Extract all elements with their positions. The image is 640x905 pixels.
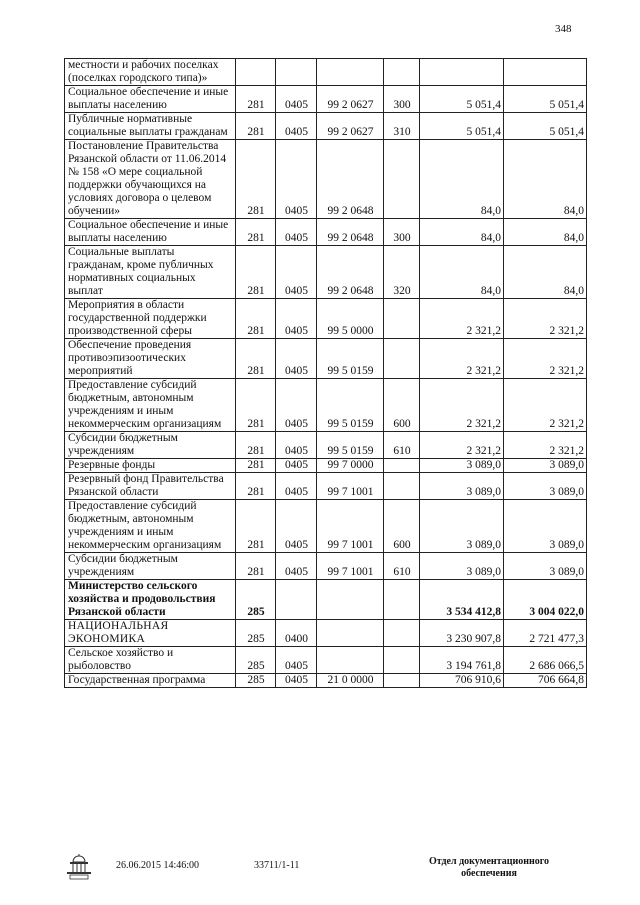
row-expense-type: 320 bbox=[384, 246, 420, 299]
table-row bbox=[65, 339, 587, 379]
row-target-article: 99 7 1001 bbox=[317, 500, 384, 553]
row-ministry-code: 281 bbox=[236, 473, 276, 500]
row-name: Резервный фонд Правительства Рязанской области bbox=[65, 473, 236, 500]
footer-department: Отдел документационного обеспечения bbox=[428, 856, 550, 879]
row-expense-type bbox=[384, 59, 420, 86]
row-section-code: 0405 bbox=[276, 299, 317, 339]
table-row bbox=[65, 86, 587, 113]
row-target-article bbox=[317, 620, 384, 647]
row-amount-year-2: 5 051,4 bbox=[504, 113, 587, 140]
row-expense-type: 600 bbox=[384, 379, 420, 432]
row-target-article bbox=[317, 580, 384, 620]
row-amount-year-1: 5 051,4 bbox=[420, 113, 504, 140]
table-row bbox=[65, 140, 587, 219]
row-ministry-code: 281 bbox=[236, 500, 276, 553]
row-target-article: 99 2 0648 bbox=[317, 140, 384, 219]
row-section-code: 0405 bbox=[276, 674, 317, 688]
row-name: Государственная программа bbox=[65, 674, 236, 688]
row-amount-year-2: 3 089,0 bbox=[504, 553, 587, 580]
table-row bbox=[65, 432, 587, 459]
table-row bbox=[65, 500, 587, 553]
row-target-article bbox=[317, 59, 384, 86]
row-expense-type bbox=[384, 299, 420, 339]
row-expense-type: 310 bbox=[384, 113, 420, 140]
row-target-article: 99 7 1001 bbox=[317, 553, 384, 580]
row-name: Социальные выплаты гражданам, кроме публичных нормативных социальных выплат bbox=[65, 246, 236, 299]
row-name: Субсидии бюджетным учреждениям bbox=[65, 432, 236, 459]
page-footer bbox=[0, 852, 640, 902]
row-ministry-code: 281 bbox=[236, 219, 276, 246]
row-amount-year-2: 3 089,0 bbox=[504, 500, 587, 553]
row-ministry-code: 281 bbox=[236, 140, 276, 219]
row-section-code: 0405 bbox=[276, 500, 317, 553]
row-target-article: 21 0 0000 bbox=[317, 674, 384, 688]
row-amount-year-2: 2 321,2 bbox=[504, 379, 587, 432]
footer-doc-number: 33711/1-11 bbox=[254, 860, 300, 871]
row-ministry-code: 281 bbox=[236, 299, 276, 339]
row-section-code bbox=[276, 59, 317, 86]
row-amount-year-1: 2 321,2 bbox=[420, 432, 504, 459]
table-row bbox=[65, 620, 587, 647]
row-expense-type: 300 bbox=[384, 86, 420, 113]
row-name: Обеспечение проведения противоэпизоотических мероприятий bbox=[65, 339, 236, 379]
row-target-article: 99 7 1001 bbox=[317, 473, 384, 500]
row-expense-type: 610 bbox=[384, 553, 420, 580]
row-expense-type bbox=[384, 674, 420, 688]
row-name: НАЦИОНАЛЬНАЯ ЭКОНОМИКА bbox=[65, 620, 236, 647]
row-section-code: 0405 bbox=[276, 432, 317, 459]
page-number: 348 bbox=[555, 23, 572, 35]
row-ministry-code: 285 bbox=[236, 647, 276, 674]
row-section-code: 0405 bbox=[276, 219, 317, 246]
row-amount-year-2: 3 004 022,0 bbox=[504, 580, 587, 620]
row-name: Резервные фонды bbox=[65, 459, 236, 473]
table-row bbox=[65, 219, 587, 246]
row-section-code: 0400 bbox=[276, 620, 317, 647]
row-section-code: 0405 bbox=[276, 246, 317, 299]
row-section-code: 0405 bbox=[276, 459, 317, 473]
duma-building-icon bbox=[64, 854, 94, 880]
row-amount-year-2: 2 721 477,3 bbox=[504, 620, 587, 647]
row-amount-year-2: 5 051,4 bbox=[504, 86, 587, 113]
row-amount-year-2: 84,0 bbox=[504, 140, 587, 219]
row-name: Постановление Правительства Рязанской области от 11.06.2014 № 158 «О мере социальной поддержки обучающихся на условиях договора о целевом обучении» bbox=[65, 140, 236, 219]
row-target-article: 99 2 0648 bbox=[317, 219, 384, 246]
row-target-article: 99 5 0159 bbox=[317, 339, 384, 379]
row-expense-type bbox=[384, 580, 420, 620]
row-amount-year-2: 2 321,2 bbox=[504, 299, 587, 339]
row-ministry-code: 281 bbox=[236, 379, 276, 432]
row-target-article: 99 2 0648 bbox=[317, 246, 384, 299]
row-amount-year-1: 84,0 bbox=[420, 246, 504, 299]
row-amount-year-1: 84,0 bbox=[420, 140, 504, 219]
row-amount-year-1: 3 230 907,8 bbox=[420, 620, 504, 647]
row-amount-year-2: 84,0 bbox=[504, 219, 587, 246]
row-section-code: 0405 bbox=[276, 553, 317, 580]
row-name: Социальное обеспечение и иные выплаты населению bbox=[65, 219, 236, 246]
row-ministry-code: 285 bbox=[236, 674, 276, 688]
row-amount-year-1: 2 321,2 bbox=[420, 379, 504, 432]
table-row bbox=[65, 647, 587, 674]
row-expense-type: 610 bbox=[384, 432, 420, 459]
table-row bbox=[65, 113, 587, 140]
footer-datetime: 26.06.2015 14:46:00 bbox=[116, 860, 200, 871]
row-expense-type bbox=[384, 620, 420, 647]
row-amount-year-1: 5 051,4 bbox=[420, 86, 504, 113]
table-row bbox=[65, 59, 587, 86]
row-section-code: 0405 bbox=[276, 647, 317, 674]
row-expense-type: 300 bbox=[384, 219, 420, 246]
row-ministry-code: 281 bbox=[236, 246, 276, 299]
table-row bbox=[65, 246, 587, 299]
row-amount-year-1: 3 089,0 bbox=[420, 459, 504, 473]
row-amount-year-1: 2 321,2 bbox=[420, 339, 504, 379]
row-amount-year-2: 706 664,8 bbox=[504, 674, 587, 688]
row-expense-type bbox=[384, 140, 420, 219]
row-amount-year-1: 2 321,2 bbox=[420, 299, 504, 339]
row-expense-type bbox=[384, 339, 420, 379]
row-ministry-code bbox=[236, 59, 276, 86]
row-section-code: 0405 bbox=[276, 113, 317, 140]
budget-table bbox=[64, 58, 587, 688]
row-amount-year-2: 3 089,0 bbox=[504, 459, 587, 473]
row-target-article: 99 7 0000 bbox=[317, 459, 384, 473]
row-name: Субсидии бюджетным учреждениям bbox=[65, 553, 236, 580]
row-ministry-code: 281 bbox=[236, 459, 276, 473]
row-amount-year-2: 2 321,2 bbox=[504, 339, 587, 379]
row-target-article: 99 2 0627 bbox=[317, 86, 384, 113]
row-amount-year-2: 2 686 066,5 bbox=[504, 647, 587, 674]
row-section-code: 0405 bbox=[276, 140, 317, 219]
row-target-article: 99 5 0000 bbox=[317, 299, 384, 339]
row-amount-year-1: 3 089,0 bbox=[420, 553, 504, 580]
row-expense-type bbox=[384, 459, 420, 473]
row-name: Предоставление субсидий бюджетным, автономным учреждениям и иным некоммерческим организациям bbox=[65, 379, 236, 432]
row-name: Министерство сельского хозяйства и продовольствия Рязанской области bbox=[65, 580, 236, 620]
table-row bbox=[65, 459, 587, 473]
row-section-code bbox=[276, 580, 317, 620]
table-row bbox=[65, 473, 587, 500]
row-amount-year-1: 3 089,0 bbox=[420, 473, 504, 500]
row-name: Социальное обеспечение и иные выплаты населению bbox=[65, 86, 236, 113]
row-name: Сельское хозяйство и рыболовство bbox=[65, 647, 236, 674]
row-target-article: 99 5 0159 bbox=[317, 379, 384, 432]
row-amount-year-1 bbox=[420, 59, 504, 86]
row-name: Публичные нормативные социальные выплаты гражданам bbox=[65, 113, 236, 140]
row-ministry-code: 285 bbox=[236, 620, 276, 647]
row-expense-type bbox=[384, 647, 420, 674]
row-name: Мероприятия в области государственной поддержки производственной сферы bbox=[65, 299, 236, 339]
row-section-code: 0405 bbox=[276, 473, 317, 500]
table-row bbox=[65, 674, 587, 688]
row-ministry-code: 281 bbox=[236, 339, 276, 379]
row-amount-year-2: 2 321,2 bbox=[504, 432, 587, 459]
row-expense-type bbox=[384, 473, 420, 500]
row-name: Предоставление субсидий бюджетным, автономным учреждениям и иным некоммерческим организациям bbox=[65, 500, 236, 553]
row-target-article: 99 5 0159 bbox=[317, 432, 384, 459]
row-amount-year-1: 3 089,0 bbox=[420, 500, 504, 553]
row-ministry-code: 281 bbox=[236, 553, 276, 580]
row-amount-year-1: 3 194 761,8 bbox=[420, 647, 504, 674]
table-row bbox=[65, 553, 587, 580]
row-expense-type: 600 bbox=[384, 500, 420, 553]
row-section-code: 0405 bbox=[276, 379, 317, 432]
row-section-code: 0405 bbox=[276, 339, 317, 379]
row-amount-year-2: 84,0 bbox=[504, 246, 587, 299]
row-section-code: 0405 bbox=[276, 86, 317, 113]
table-row bbox=[65, 299, 587, 339]
table-row bbox=[65, 580, 587, 620]
row-ministry-code: 281 bbox=[236, 432, 276, 459]
row-amount-year-2 bbox=[504, 59, 587, 86]
row-amount-year-1: 84,0 bbox=[420, 219, 504, 246]
row-ministry-code: 281 bbox=[236, 86, 276, 113]
table-row bbox=[65, 379, 587, 432]
row-ministry-code: 285 bbox=[236, 580, 276, 620]
row-target-article: 99 2 0627 bbox=[317, 113, 384, 140]
row-target-article bbox=[317, 647, 384, 674]
row-amount-year-2: 3 089,0 bbox=[504, 473, 587, 500]
row-amount-year-1: 706 910,6 bbox=[420, 674, 504, 688]
row-amount-year-1: 3 534 412,8 bbox=[420, 580, 504, 620]
row-name: местности и рабочих поселках (поселках городского типа)» bbox=[65, 59, 236, 86]
row-ministry-code: 281 bbox=[236, 113, 276, 140]
